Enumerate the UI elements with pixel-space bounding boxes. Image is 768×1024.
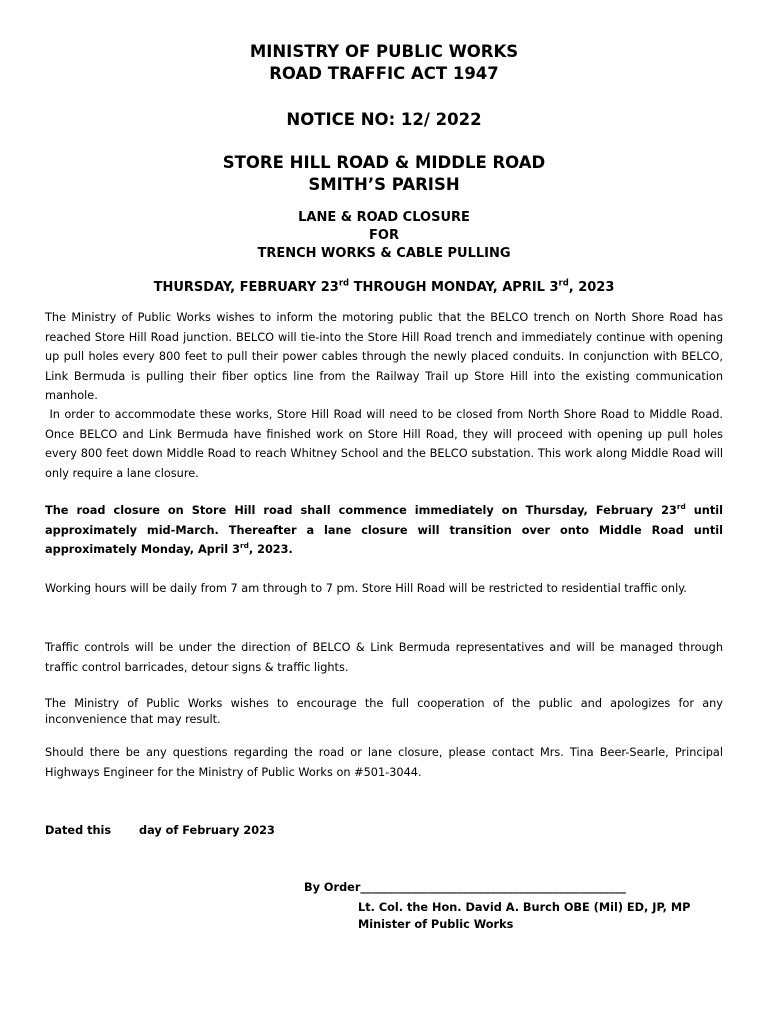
by-order-line bbox=[304, 881, 626, 894]
closure-start-text: The road closure on Store Hill road shall commence immediately on Thursday, February 23 bbox=[45, 504, 677, 517]
body-paragraph-1: The Ministry of Public Works wishes to inform the motoring public that the BELCO trench on North Shore Road has reached Store Hill Road junction. BELCO will tie-into the Store Hill Road trench and immediately continue with opening up pull holes every 800 feet to pull their power cables through the newly placed conduits. In conjunction with BELCO, Link Bermuda is pulling their fiber optics line from the Railway Trail up Store Hill into the existing communication manhole. bbox=[45, 311, 723, 402]
act-title: ROAD TRAFFIC ACT 1947 bbox=[269, 64, 499, 83]
for-label: FOR bbox=[369, 228, 399, 243]
date-range-year: , 2023 bbox=[568, 280, 615, 295]
date-suffix: rd bbox=[338, 277, 350, 288]
body-paragraph-5: Traffic controls will be under the direction of BELCO & Link Bermuda representatives and will be managed through traffic control barricades, detour signs & traffic lights. bbox=[45, 641, 723, 674]
roads-title: STORE HILL ROAD & MIDDLE ROAD bbox=[222, 153, 546, 172]
ministry-title: MINISTRY OF PUBLIC WORKS bbox=[249, 42, 519, 61]
location-header bbox=[0, 152, 768, 196]
signatory-title: Minister of Public Works bbox=[358, 918, 514, 931]
signature-line: _______________________________________________ bbox=[360, 881, 626, 894]
date-range-start: THURSDAY, FEBRUARY 23 bbox=[153, 280, 339, 295]
works-title: TRENCH WORKS & CABLE PULLING bbox=[257, 246, 511, 261]
body-paragraph-7: Should there be any questions regarding the road or lane closure, please contact Mrs. Tina Beer-Searle, Principal Highways Engineer for the Ministry of Public Works on #501-3044. bbox=[45, 746, 723, 779]
body-paragraph-6: The Ministry of Public Works wishes to encourage the full cooperation of the public and apologizes for any inconvenience that may result. bbox=[45, 697, 723, 726]
closure-transition-text: until approximately mid-March. Thereafter a lane closure will transition over onto Middle Road until approximately Monday, April 3 bbox=[45, 504, 723, 556]
date-suffix: rd bbox=[676, 502, 686, 512]
body-paragraph-3 bbox=[45, 501, 723, 560]
body-paragraph-4: Working hours will be daily from 7 am through to 7 pm. Store Hill Road will be restricted to residential traffic only. bbox=[45, 582, 687, 595]
dated-label: Dated this bbox=[45, 824, 112, 837]
signatory-name: Lt. Col. the Hon. David A. Burch OBE (Mil) ED, JP, MP bbox=[358, 901, 691, 914]
date-suffix: rd bbox=[558, 277, 569, 288]
closure-end-text: , 2023. bbox=[248, 543, 293, 556]
by-order-label: By Order bbox=[304, 881, 361, 894]
notice-number: NOTICE NO: 12/ 2022 bbox=[286, 110, 482, 129]
body-paragraph-2: In order to accommodate these works, Store Hill Road will need to be closed from North Shore Road to Middle Road. Once BELCO and Link Bermuda have finished work on Store Hill Road, they will proceed with opening up pull holes every 800 feet down Middle Road to reach Whitney School and the BELCO substation. This work along Middle Road will only require a lane closure. bbox=[45, 408, 727, 480]
closure-header bbox=[0, 209, 768, 263]
notice-header bbox=[0, 41, 768, 85]
date-range bbox=[0, 279, 768, 297]
parish-title: SMITH’S PARISH bbox=[308, 175, 460, 194]
dated-day: day of February 2023 bbox=[139, 824, 275, 837]
date-range-end: THROUGH MONDAY, APRIL 3 bbox=[349, 280, 559, 295]
closure-title: LANE & ROAD CLOSURE bbox=[298, 210, 470, 225]
date-suffix: rd bbox=[239, 541, 249, 551]
